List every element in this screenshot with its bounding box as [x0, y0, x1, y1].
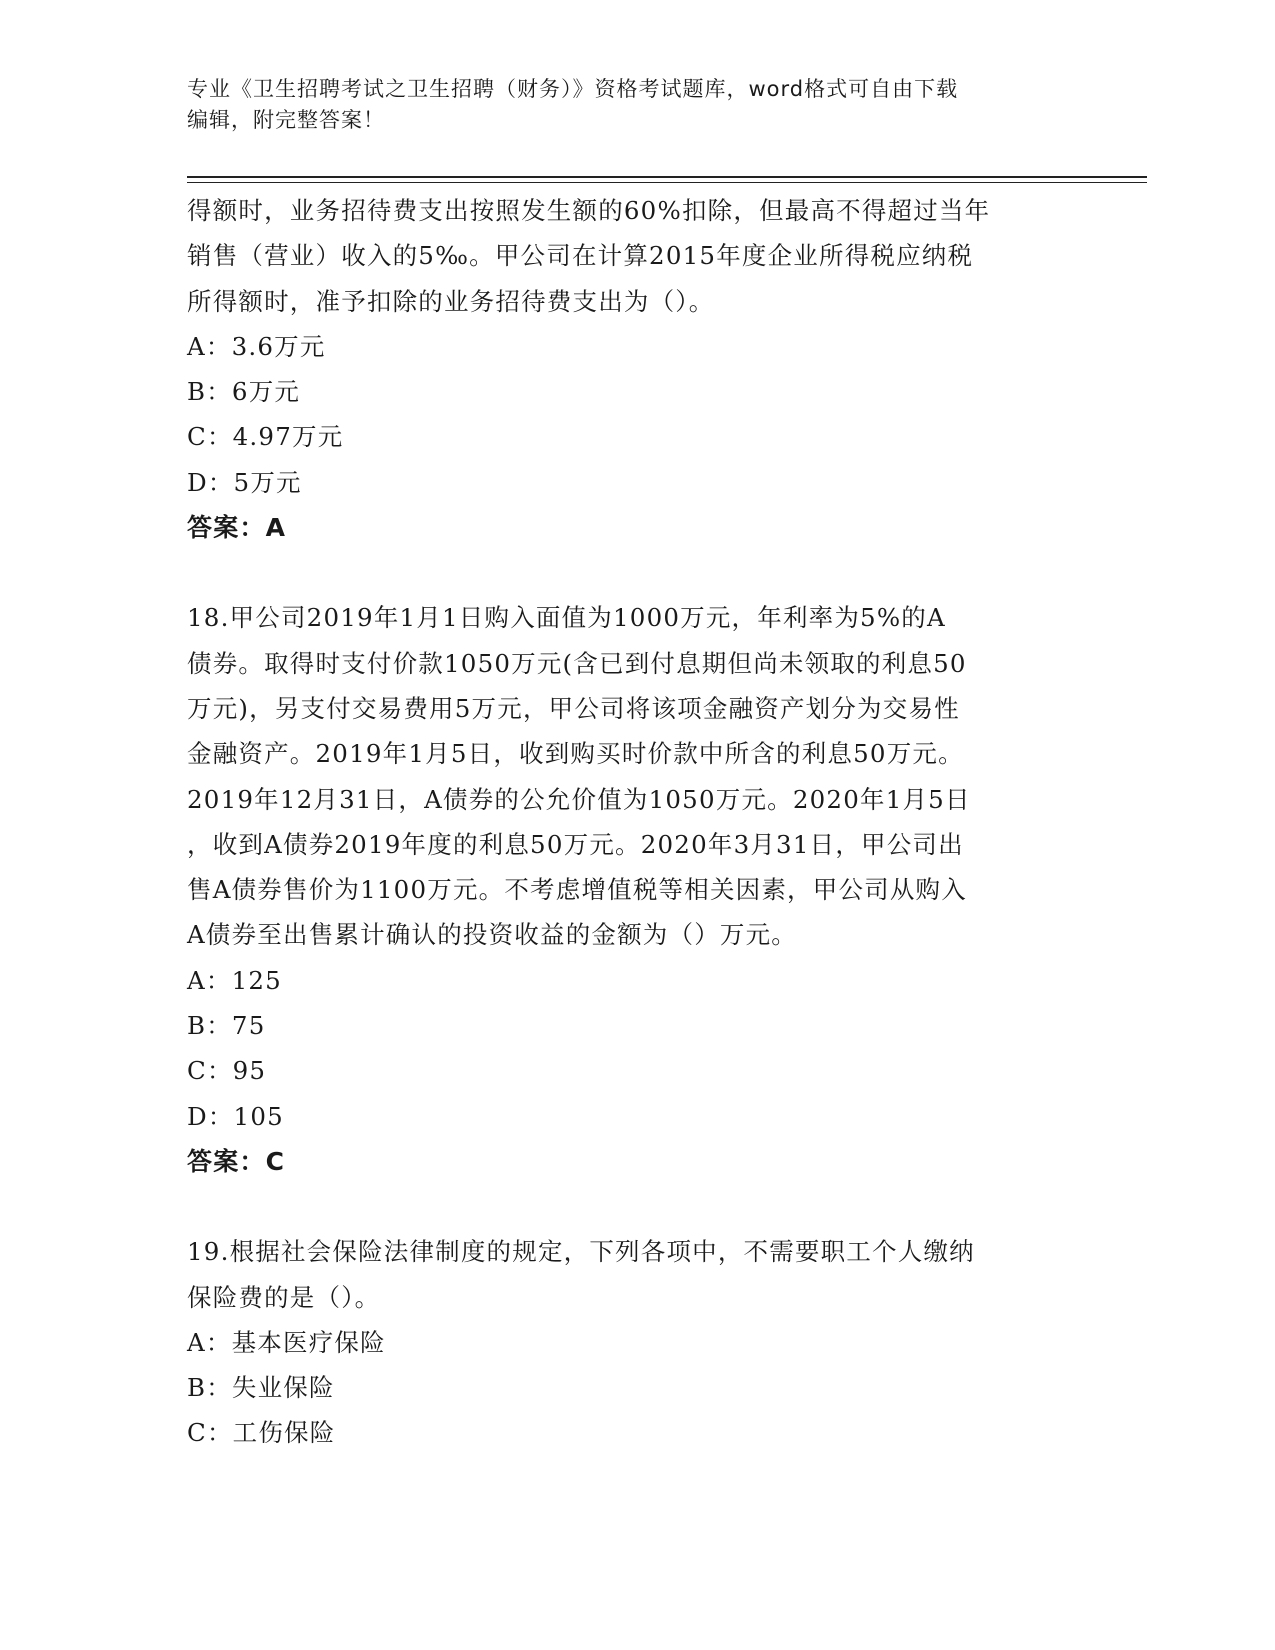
- question-stem-line: A债券至出售累计确认的投资收益的金额为（）万元。: [187, 920, 797, 950]
- option-a: A：125: [187, 965, 282, 995]
- header-line-1: 专业《卫生招聘考试之卫生招聘（财务）》资格考试题库，word格式可自由下载: [187, 77, 959, 101]
- question-stem-line: 售A债券售价为1100万元。不考虑增值税等相关因素，甲公司从购入: [187, 875, 967, 905]
- option-a: A：3.6万元: [187, 331, 326, 361]
- question-stem-line: 2019年12月31日，A债券的公允价值为1050万元。2020年1月5日: [187, 784, 971, 814]
- option-c: C：4.97万元: [187, 422, 344, 452]
- option-c: C：工伤保险: [187, 1418, 336, 1448]
- document-header: [187, 74, 1087, 136]
- question-stem-line: 万元)，另支付交易费用5万元，甲公司将该项金融资产划分为交易性: [187, 693, 960, 723]
- question-stem-line: 所得额时，准予扣除的业务招待费支出为（）。: [187, 286, 715, 316]
- answer-label: 答案：A: [187, 513, 287, 543]
- header-divider-thick: [187, 176, 1147, 178]
- answer-label: 答案：C: [187, 1146, 286, 1176]
- option-b: B：6万元: [187, 377, 301, 407]
- question-stem-line: 销售（营业）收入的5‰。甲公司在计算2015年度企业所得税应纳税: [187, 241, 974, 271]
- question-stem-line: 金融资产。2019年1月5日，收到购买时价款中所含的利息50万元。: [187, 739, 964, 769]
- question-body: [187, 188, 1087, 1456]
- option-b: B：75: [187, 1011, 266, 1041]
- question-17: [187, 188, 1087, 550]
- question-stem-line: 债券。取得时支付价款1050万元(含已到付息期但尚未领取的利息50: [187, 648, 967, 678]
- question-stem-line: 保险费的是（）。: [187, 1282, 381, 1312]
- question-spacer: [187, 550, 1087, 595]
- header-divider-thin: [187, 182, 1147, 183]
- option-c: C：95: [187, 1056, 267, 1086]
- option-b: B：失业保险: [187, 1373, 335, 1403]
- question-stem-line: 得额时，业务招待费支出按照发生额的60%扣除，但最高不得超过当年: [187, 196, 991, 225]
- option-d: D：105: [187, 1101, 284, 1131]
- option-d: D：5万元: [187, 467, 302, 497]
- question-spacer: [187, 1184, 1087, 1229]
- question-19: [187, 1229, 1087, 1455]
- question-stem-line: 18.甲公司2019年1月1日购入面值为1000万元，年利率为5%的A: [187, 603, 946, 633]
- option-a: A：基本医疗保险: [187, 1327, 386, 1357]
- question-18: [187, 595, 1087, 1184]
- question-stem-line: ，收到A债券2019年度的利息50万元。2020年3月31日，甲公司出: [187, 829, 964, 859]
- question-stem-line: 19.根据社会保险法律制度的规定，下列各项中，不需要职工个人缴纳: [187, 1237, 975, 1267]
- header-line-2: 编辑，附完整答案！: [187, 108, 385, 132]
